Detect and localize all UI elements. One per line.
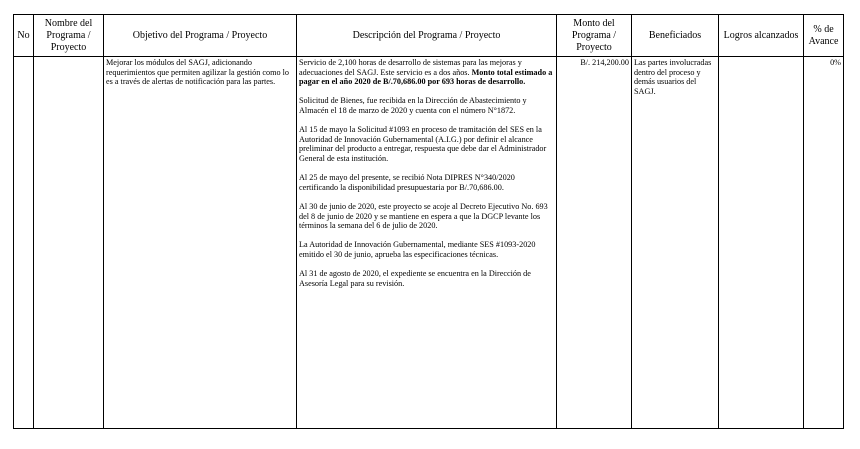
cell-monto xyxy=(557,57,632,429)
cell-no xyxy=(14,57,34,429)
cell-beneficiados-text: Las partes involucradas dentro del proceso y demás usuarios del SAGJ. xyxy=(634,58,712,96)
header-avance: % de Avance xyxy=(804,15,844,57)
descripcion-paragraph-5: Al 30 de junio de 2020, este proyecto se acoje al Decreto Ejecutivo No. 693 del 8 de junio de 2020 y se mantiene en espera a que la DGCP levante los términos la semana del 6 de julio de 2020. xyxy=(299,201,548,231)
cell-objetivo xyxy=(104,57,297,429)
table-row xyxy=(14,57,844,429)
cell-logros-text xyxy=(719,57,803,59)
cell-descripcion xyxy=(297,57,557,429)
descripcion-paragraph-3: Al 15 de mayo la Solicitud #1093 en proceso de tramitación del SES en la Autoridad de Innovación Gubernamental (A.I.G.) por definir el alcance preliminar del producto a entregar, respuesta que debe dar el Administrador General de esta institución. xyxy=(299,125,547,163)
cell-objetivo-text: Mejorar los módulos del SAGJ, adicionando requerimientos que permiten agilizar la gestión como lo es a través de alertas de notificación para las partes. xyxy=(106,58,290,87)
header-row xyxy=(14,15,844,57)
cell-avance xyxy=(804,57,844,429)
descripcion-paragraph-1 xyxy=(299,58,554,87)
descripcion-paragraph-4: Al 25 de mayo del presente, se recibió Nota DIPRES N°340/2020 certificando la disponibilidad presupuestaria por B/.70,686.00. xyxy=(299,173,515,192)
header-descripcion: Descripción del Programa / Proyecto xyxy=(297,15,557,57)
cell-nombre-text xyxy=(34,57,103,59)
descripcion-p1-bold: Monto total estimado a pagar en el año 2020 de B/.70,686.00 por 693 horas de desarrollo. xyxy=(299,67,553,87)
descripcion-paragraph-2: Solicitud de Bienes, fue recibida en la Dirección de Abastecimiento y Almacén el 18 de marzo de 2020 y cuenta con el número N°1872. xyxy=(299,96,527,115)
header-beneficiados: Beneficiados xyxy=(632,15,719,57)
cell-beneficiados xyxy=(632,57,719,429)
cell-nombre xyxy=(34,57,104,429)
header-monto: Monto del Programa / Proyecto xyxy=(557,15,632,57)
descripcion-paragraph-6: La Autoridad de Innovación Gubernamental, mediante SES #1093-2020 emitido el 30 de junio, aprueba las especificaciones técnicas. xyxy=(299,240,536,259)
header-nombre: Nombre del Programa / Proyecto xyxy=(34,15,104,57)
cell-no-text xyxy=(14,57,33,59)
cell-avance-text: 0% xyxy=(830,58,841,67)
cell-monto-text: B/. 214,200.00 xyxy=(580,58,629,67)
descripcion-p1-text: Servicio de 2,100 horas de desarrollo de sistemas para las mejoras y adecuaciones del SAGJ. Este servicio es a dos años. xyxy=(299,58,522,77)
projects-table xyxy=(13,14,844,429)
header-logros: Logros alcanzados xyxy=(719,15,804,57)
descripcion-paragraph-7: Al 31 de agosto de 2020, el expediente se encuentra en la Dirección de Asesoría Legal para su revisión. xyxy=(299,269,531,288)
header-no: No xyxy=(14,15,34,57)
cell-logros xyxy=(719,57,804,429)
header-objetivo: Objetivo del Programa / Proyecto xyxy=(104,15,297,57)
